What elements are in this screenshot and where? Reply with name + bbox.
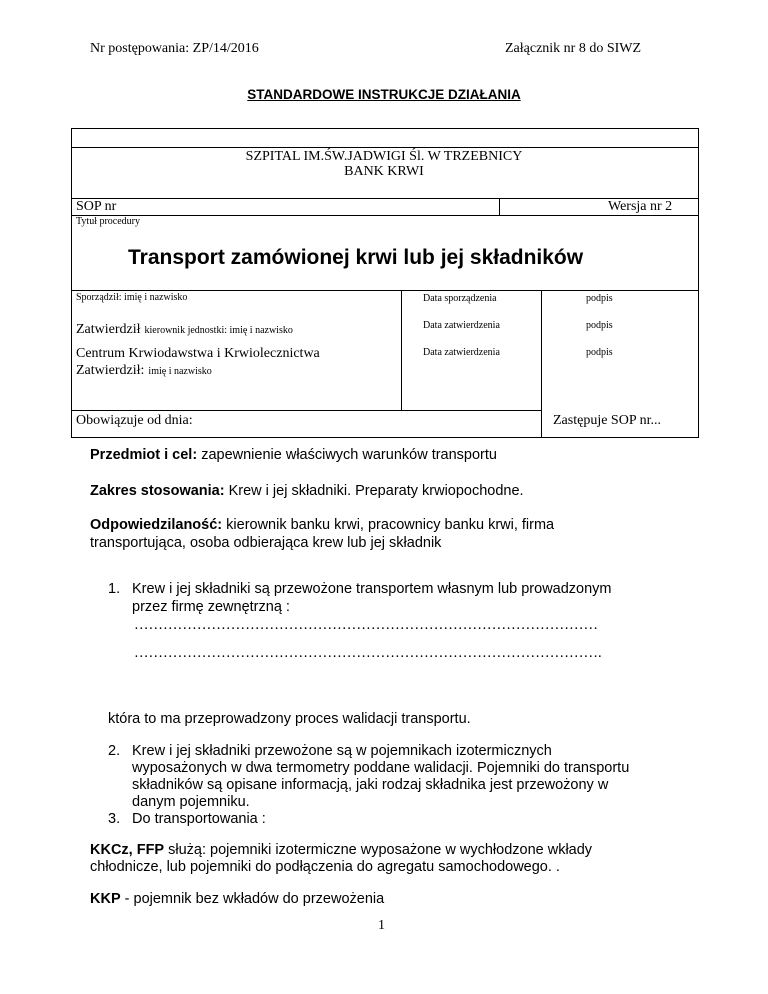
replaces-sop-label: Zastępuje SOP nr... bbox=[553, 413, 661, 428]
item-3-line: Do transportowania : bbox=[132, 811, 266, 827]
kkp-paragraph bbox=[90, 890, 384, 908]
blood-center-name: Centrum Krwiodawstwa i Krwiolecznictwa bbox=[76, 346, 320, 361]
item-1-number: 1. bbox=[108, 581, 121, 597]
table-rule bbox=[541, 290, 542, 438]
attachment-label: Załącznik nr 8 do SIWZ bbox=[505, 41, 642, 56]
item-2-number: 2. bbox=[108, 743, 121, 759]
scope-label: Zakres stosowania: bbox=[90, 483, 225, 499]
item-3-number: 3. bbox=[108, 811, 121, 827]
prepared-signature-label: podpis bbox=[586, 293, 613, 304]
center-approved-label bbox=[76, 361, 212, 379]
table-rule bbox=[71, 290, 699, 291]
kkp-text: - pojemnik bez wkładów do przewożenia bbox=[120, 891, 385, 907]
center-approved-main: Zatwierdził: bbox=[76, 363, 145, 378]
table-rule bbox=[71, 215, 699, 216]
tender-number: Nr postępowania: ZP/14/2016 bbox=[90, 41, 259, 56]
validation-text: która to ma przeprowadzony proces walidacji transportu. bbox=[108, 711, 471, 727]
responsibility-text-cont: transportująca, osoba odbierająca krew lub jej składnik bbox=[90, 535, 442, 551]
prepared-date-label: Data sporządzenia bbox=[423, 293, 497, 304]
scope-paragraph bbox=[90, 482, 524, 500]
version-label: Wersja nr 2 bbox=[608, 199, 673, 214]
purpose-paragraph bbox=[90, 446, 497, 464]
approved-by-label bbox=[76, 320, 293, 338]
kkp-label: KKP bbox=[90, 891, 121, 907]
responsibility-text: kierownik banku krwi, pracownicy banku krwi, firma bbox=[222, 517, 555, 533]
approved-signature-label: podpis bbox=[586, 320, 613, 331]
center-date-label: Data zatwierdzenia bbox=[423, 347, 500, 358]
kkcz-paragraph bbox=[90, 841, 592, 859]
item-1-line: przez firmę zewnętrzną : bbox=[132, 599, 290, 615]
item-1-line: Krew i jej składniki są przewożone transportem własnym lub prowadzonym bbox=[132, 581, 612, 597]
fill-in-dots: ……………………………………………………………………………………. bbox=[134, 645, 602, 661]
blood-bank-name: BANK KRWI bbox=[344, 164, 424, 179]
procedure-title-label: Tytuł procedury bbox=[76, 216, 141, 227]
document-title: STANDARDOWE INSTRUKCJE DZIAŁANIA bbox=[247, 87, 521, 102]
scope-text: Krew i jej składniki. Preparaty krwiopochodne. bbox=[224, 483, 524, 499]
prepared-by-label: Sporządził: imię i nazwisko bbox=[76, 292, 188, 303]
item-2-line: Krew i jej składniki przewożone są w pojemnikach izotermicznych bbox=[132, 743, 552, 759]
approved-by-main: Zatwierdził bbox=[76, 322, 141, 337]
procedure-title: Transport zamówionej krwi lub jej składników bbox=[128, 246, 584, 269]
valid-from-label: Obowiązuje od dnia: bbox=[76, 413, 193, 428]
purpose-text: zapewnienie właściwych warunków transportu bbox=[197, 447, 497, 463]
kkcz-text-cont: chłodnicze, lub pojemniki do podłączenia do agregatu samochodowego. . bbox=[90, 859, 560, 875]
item-2-line: danym pojemniku. bbox=[132, 794, 250, 810]
approved-date-label: Data zatwierdzenia bbox=[423, 320, 500, 331]
purpose-label: Przedmiot i cel: bbox=[90, 447, 198, 463]
table-rule bbox=[71, 198, 699, 199]
hospital-name: SZPITAL IM.ŚW.JADWIGI Śl. W TRZEBNICY bbox=[245, 149, 523, 164]
table-rule bbox=[71, 410, 541, 411]
item-2-line: składników są opisane informacją, jaki rodzaj składnika jest przewożony w bbox=[132, 777, 609, 793]
table-rule bbox=[71, 147, 699, 148]
center-signature-label: podpis bbox=[586, 347, 613, 358]
approved-by-detail: kierownik jednostki: imię i nazwisko bbox=[144, 325, 293, 336]
item-2-line: wyposażonych w dwa termometry poddane walidacji. Pojemniki do transportu bbox=[132, 760, 630, 776]
kkcz-label: KKCz, FFP bbox=[90, 842, 165, 858]
responsibility-paragraph bbox=[90, 516, 554, 534]
sop-number-label: SOP nr bbox=[76, 199, 117, 214]
fill-in-dots: …………………………………………………………………………………… bbox=[134, 617, 598, 633]
kkcz-text: służą: pojemniki izotermiczne wyposażone w wychłodzone wkłady bbox=[164, 842, 593, 858]
table-rule bbox=[401, 290, 402, 410]
table-rule bbox=[499, 198, 500, 215]
center-approved-detail: imię i nazwisko bbox=[148, 366, 212, 377]
page-number: 1 bbox=[378, 918, 385, 933]
responsibility-label: Odpowiedzilaność: bbox=[90, 517, 223, 533]
